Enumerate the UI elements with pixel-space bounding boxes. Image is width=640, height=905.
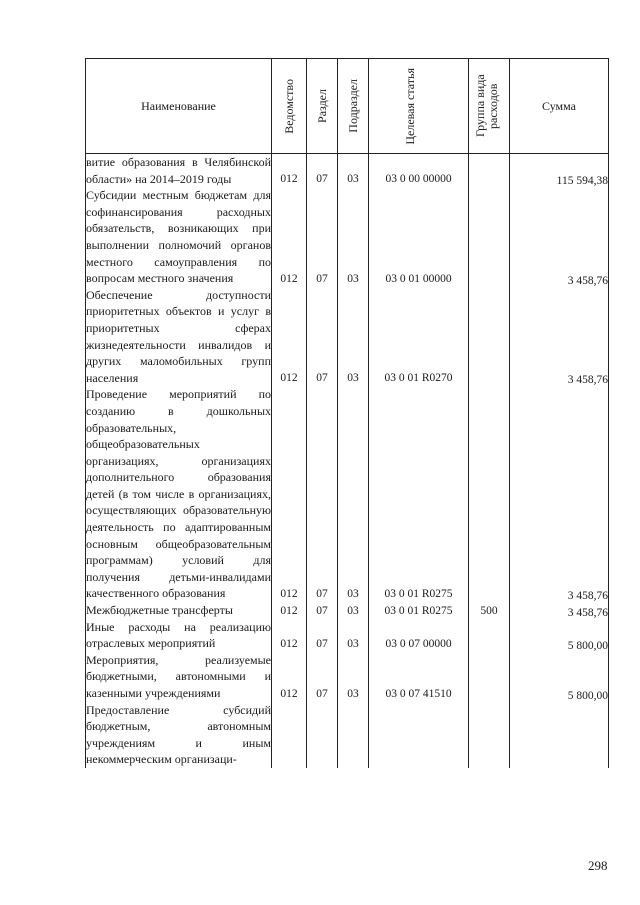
row-gruppa [469, 187, 510, 287]
table-row [86, 652, 609, 702]
row-summa: 3 458,76 [510, 287, 609, 387]
header-name-label: Наименование [141, 98, 216, 113]
row-name: Проведение мероприятий по созданию в дошкольных образовательных, общеобразовательных организациях, организациях дополнительного образования детей (в том числе в организациях, осуществляющих образовательную деятельность по адаптированным основным общеобразовательным программам) условий для получения детьми-инвалидами качественного образования [86, 387, 271, 601]
table-row [86, 287, 609, 387]
row-razdel: 07 [307, 619, 338, 652]
row-podrazdel [338, 702, 369, 768]
header-name [86, 59, 272, 154]
row-gruppa [469, 386, 510, 602]
row-ved: 012 [272, 652, 307, 702]
row-gruppa: 500 [469, 602, 510, 619]
row-celevaya: 03 0 01 00000 [369, 187, 469, 287]
row-summa: 3 458,76 [510, 386, 609, 602]
row-name: Субсидии местным бюджетам для софинансирования расходных обязательств, возникающих при выполнении полномочий органов местного самоуправления по вопросам местного значения [86, 188, 271, 286]
table-row [86, 702, 609, 768]
row-razdel [307, 702, 338, 768]
header-summa [510, 59, 609, 154]
row-gruppa [469, 652, 510, 702]
row-ved: 012 [272, 619, 307, 652]
row-summa: 3 458,76 [510, 602, 609, 619]
row-ved [272, 702, 307, 768]
row-ved: 012 [272, 386, 307, 602]
header-razdel [307, 59, 338, 154]
row-gruppa [469, 702, 510, 768]
header-celevaya-label: Целевая статья [402, 67, 417, 145]
row-name: Межбюджетные трансферты [86, 602, 272, 619]
row-razdel: 07 [307, 287, 338, 387]
row-summa: 3 458,76 [510, 187, 609, 287]
table-row [86, 602, 609, 619]
header-podrazdel-label: Подраздел [345, 79, 360, 133]
row-podrazdel: 03 [338, 619, 369, 652]
row-podrazdel: 03 [338, 652, 369, 702]
header-celevaya [369, 59, 469, 154]
row-ved: 012 [272, 287, 307, 387]
table-row [86, 187, 609, 287]
row-podrazdel: 03 [338, 386, 369, 602]
row-name: Мероприятия, реализуемые бюджетными, автономными и казенными учреждениями [86, 652, 271, 700]
row-name: Обеспечение доступности приоритетных объектов и услуг в приоритетных сферах жизнедеятельности инвалидов и других маломобильных групп населения [86, 287, 271, 385]
row-summa: 115 594,38 [510, 154, 609, 188]
row-razdel: 07 [307, 386, 338, 602]
row-celevaya: 03 0 00 00000 [369, 154, 469, 188]
row-ved: 012 [272, 187, 307, 287]
row-name: Иные расходы на реализацию отраслевых мероприятий [86, 619, 271, 651]
row-celevaya: 03 0 01 R0275 [369, 602, 469, 619]
row-summa: 5 800,00 [510, 619, 609, 652]
table-row [86, 386, 609, 602]
table-header-row [86, 59, 609, 154]
page-number: 298 [588, 858, 608, 873]
row-celevaya: 03 0 07 41510 [369, 652, 469, 702]
header-podrazdel [338, 59, 369, 154]
table-row [86, 154, 609, 188]
row-summa [510, 702, 609, 768]
table-body [86, 154, 609, 768]
row-ved: 012 [272, 154, 307, 188]
row-gruppa [469, 154, 510, 188]
header-gruppa-label: Группа вида расходов [473, 74, 500, 138]
header-gruppa [469, 59, 510, 154]
row-podrazdel: 03 [338, 187, 369, 287]
table-row [86, 619, 609, 652]
row-summa: 5 800,00 [510, 652, 609, 702]
header-ved-label: Ведомство [281, 78, 296, 134]
header-ved [272, 59, 307, 154]
budget-table [85, 58, 609, 768]
row-name: Предоставление субсидий бюджетным, автономным учреждениям и иным некоммерческим организаци- [86, 702, 271, 767]
row-razdel: 07 [307, 154, 338, 188]
row-razdel: 07 [307, 602, 338, 619]
row-gruppa [469, 287, 510, 387]
header-razdel-label: Раздел [314, 89, 329, 123]
row-celevaya: 03 0 01 R0270 [369, 287, 469, 387]
row-podrazdel: 03 [338, 602, 369, 619]
row-razdel: 07 [307, 187, 338, 287]
row-celevaya: 03 0 01 R0275 [369, 386, 469, 602]
row-ved: 012 [272, 602, 307, 619]
row-gruppa [469, 619, 510, 652]
row-podrazdel: 03 [338, 154, 369, 188]
header-summa-label: Сумма [542, 98, 576, 113]
row-celevaya: 03 0 07 00000 [369, 619, 469, 652]
row-podrazdel: 03 [338, 287, 369, 387]
row-name: витие образования в Челябинской области» на 2014–2019 годы [86, 155, 271, 186]
row-razdel: 07 [307, 652, 338, 702]
row-celevaya [369, 702, 469, 768]
